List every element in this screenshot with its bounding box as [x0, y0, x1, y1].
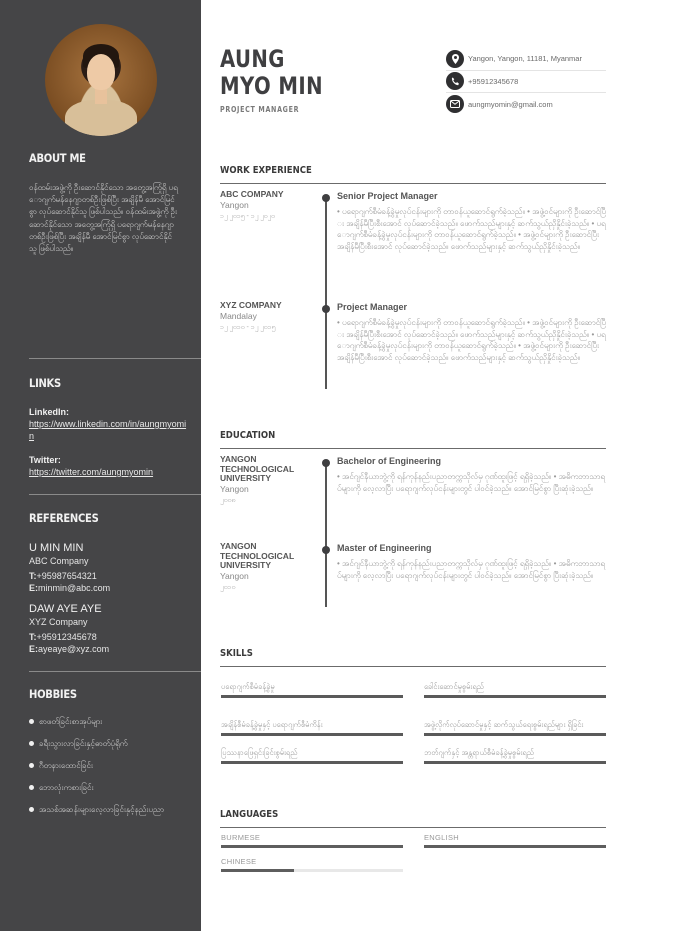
degree-description: • အင်ဂျင်နီယာဘွဲ့ကို ရန်ကုန်နည်းပညာတက္ကသိုလ်မှ ဂုဏ်ထူးဖြင့် ရရှိခဲ့သည်။ • အဓိကဘာသာရပ်များကို လေ့လာပြီး ပရောဂျက်လုပ်ငန်းများတွင် ပါဝင်ခဲ့သည်။ အောင်မြင်စွာ ပြီးဆုံးခဲ့သည်။	[337, 472, 605, 493]
skill-name: အချိန်စီမံခန့်ခွဲမှုနှင့် ပရောဂျက်စီမံကိန်း	[221, 719, 323, 729]
role-description: • ပရောဂျက်စီမံခန့်ခွဲမှုလုပ်ငန်းများကို တာဝန်ယူဆောင်ရွက်ခဲ့သည်။ • အဖွဲ့ဝင်များကို ဦးဆောင်ပြီး အချိန်မီပြီးစီးအောင် လုပ်ဆောင်ခဲ့သည်။ ဖောက်သည်များနှင့် ဆက်သွယ်ညှိနှိုင်းခဲ့သည်။ • ပရောဂျက်စီမံခန့်ခွဲမှုလုပ်ငန်းများကို တာဝန်ယူဆောင်ရွက်ခဲ့သည်။ • အဖွဲ့ဝင်များကို ဦးဆောင်ပြီး အချိန်မီပြီးစီးအောင် လုပ်ဆောင်ခဲ့သည်။ ဖောက်သည်များနှင့် ဆက်သွယ်ညှိနှိုင်းခဲ့သည်။	[337, 318, 607, 363]
skill-item	[221, 738, 403, 764]
contact-email	[446, 93, 606, 116]
language-name: CHINESE	[221, 857, 257, 866]
language-bar-fill	[424, 845, 606, 848]
section-title: EDUCATION	[220, 430, 276, 441]
school-name: YANGON TECHNOLOGICAL UNIVERSITY	[220, 541, 294, 570]
hobby-item: ဂီတနားထောင်ခြင်း	[29, 760, 189, 771]
skill-bar	[221, 761, 403, 765]
section-title: WORK EXPERIENCE	[220, 165, 312, 176]
language-bar-track	[221, 869, 403, 872]
phone-value: +95912345678	[36, 632, 97, 642]
skill-item	[424, 702, 606, 736]
skills-grid	[221, 672, 606, 764]
skill-name: အဖွဲ့လိုက်လုပ်ဆောင်မှုနှင့် ဆက်သွယ်ရေးစွမ်းရည်များ ရှိခြင်း	[424, 719, 584, 729]
timeline-dot	[322, 305, 330, 313]
envelope-icon	[446, 95, 464, 113]
work-timeline-line	[325, 197, 327, 389]
reference-phone	[29, 631, 194, 643]
education-entry-body	[337, 455, 607, 494]
education-dates: ၂၀၀၈	[220, 496, 236, 504]
hobby-item: ဘောလုံးကစားခြင်း	[29, 782, 189, 793]
language-item	[221, 857, 403, 872]
about-text: ဝန်ထမ်းအဖွဲ့ကို ဦးဆောင်နိုင်သော အတွေ့အကြုံရှိ ပရောဂျက်မန်နေဂျာတစ်ဦးဖြစ်ပြီး အချိန်မီ အောင်မြင်စွာ လုပ်ဆောင်နိုင်သူ ဖြစ်ပါသည်။ ဝန်ထမ်းအဖွဲ့ကို ဦးဆောင်နိုင်သော အတွေ့အကြုံရှိ ပရောဂျက်မန်နေဂျာတစ်ဦးဖြစ်ပြီး အချိန်မီ အောင်မြင်စွာ လုပ်ဆောင်နိုင်သူ ဖြစ်ပါသည်။	[29, 183, 178, 254]
role-description: • ပရောဂျက်စီမံခန့်ခွဲမှုလုပ်ငန်းများကို တာဝန်ယူဆောင်ရွက်ခဲ့သည်။ • အဖွဲ့ဝင်များကို ဦးဆောင်ပြီး အချိန်မီပြီးစီးအောင် လုပ်ဆောင်ခဲ့သည်။ ဖောက်သည်များနှင့် ဆက်သွယ်ညှိနှိုင်းခဲ့သည်။ • ပရောဂျက်စီမံခန့်ခွဲမှုလုပ်ငန်းများကို တာဝန်ယူဆောင်ရွက်ခဲ့သည်။ • အဖွဲ့ဝင်များကို ဦးဆောင်ပြီး အချိန်မီပြီးစီးအောင် လုပ်ဆောင်ခဲ့သည်။ ဖောက်သည်များနှင့် ဆက်သွယ်ညှိနှိုင်းခဲ့သည်။	[337, 207, 607, 252]
contact-phone	[446, 71, 606, 94]
education-entry-meta	[220, 455, 315, 506]
references-list	[29, 541, 194, 663]
reference-email	[29, 582, 194, 594]
degree-title: Master of Engineering	[337, 543, 432, 553]
timeline-dot	[322, 194, 330, 202]
school-name: YANGON TECHNOLOGICAL UNIVERSITY	[220, 454, 294, 483]
phone-icon	[446, 72, 464, 90]
email-label: E:	[29, 644, 38, 654]
degree-title: Bachelor of Engineering	[337, 456, 442, 466]
degree-description: • အင်ဂျင်နီယာဘွဲ့ကို ရန်ကုန်နည်းပညာတက္ကသိုလ်မှ ဂုဏ်ထူးဖြင့် ရရှိခဲ့သည်။ • အဓိကဘာသာရပ်များကို လေ့လာပြီး ပရောဂျက်လုပ်ငန်းများတွင် ပါဝင်ခဲ့သည်။ အောင်မြင်စွာ ပြီးဆုံးခဲ့သည်။	[337, 559, 605, 580]
skill-item	[221, 702, 403, 736]
hobbies-list	[29, 716, 189, 826]
work-dates: ၁၂ ၂၀၁၀ - ၁၂ ၂၀၁၅	[220, 323, 276, 331]
skills-heading	[220, 643, 606, 667]
phone-text: +95912345678	[468, 76, 519, 86]
section-title: LANGUAGES	[220, 809, 279, 820]
education-dates: ၂၀၁၀	[220, 583, 236, 591]
school-location: Yangon	[220, 570, 249, 581]
skill-name: ဘတ်ဂျက်နှင့် အန္တရာယ်စီမံခန့်ခွဲမှုစွမ်းရည်	[424, 747, 534, 757]
skill-bar	[221, 695, 403, 699]
email-value: ayeaye@xyz.com	[38, 644, 110, 654]
language-name: BURMESE	[221, 833, 261, 842]
phone-label: T:	[29, 571, 37, 581]
skill-bar	[424, 733, 606, 737]
skill-item	[424, 738, 606, 764]
work-experience-heading	[220, 160, 606, 184]
language-bar-track	[221, 845, 403, 848]
work-entry-body	[337, 190, 607, 253]
link-linkedin	[29, 406, 189, 442]
reference-item	[29, 541, 194, 594]
about-heading: ABOUT ME	[29, 153, 86, 166]
school-location: Yangon	[220, 483, 249, 494]
address-text: Yangon, Yangon, 11181, Myanmar	[468, 54, 582, 64]
reference-email	[29, 643, 194, 655]
contact-list	[446, 48, 606, 116]
links-list	[29, 406, 189, 490]
sidebar	[0, 0, 201, 931]
email-value: minmin@abc.com	[38, 583, 111, 593]
education-timeline-line	[325, 461, 327, 607]
phone-value: +95987654321	[36, 571, 97, 581]
profile-photo	[45, 24, 157, 136]
skill-name: ပရောဂျက်စီမံခန့်ခွဲမှု	[221, 681, 275, 691]
skill-bar	[424, 761, 606, 765]
hobby-item: စာဖတ်ခြင်းစာအုပ်များ	[29, 716, 189, 727]
photo-face-shape	[87, 54, 115, 90]
candidate-name	[220, 46, 323, 100]
last-name: MYO MIN	[220, 72, 323, 100]
hobby-item: ခရီးသွားလာခြင်းနှင့်ဓာတ်ပုံရိုက်	[29, 738, 189, 749]
links-heading: LINKS	[29, 378, 61, 391]
education-entry-body	[337, 542, 607, 581]
linkedin-link[interactable]: https://www.linkedin.com/in/aungmyomin	[29, 419, 187, 441]
company-name: XYZ COMPANY	[220, 300, 282, 310]
skill-name: ပြဿနာဖြေရှင်းခြင်းစွမ်းရည်	[221, 747, 298, 757]
education-entry-meta	[220, 542, 315, 593]
twitter-link[interactable]: https://twitter.com/aungmyomin	[29, 467, 154, 477]
company-location: Mandalay	[220, 310, 257, 321]
language-name: ENGLISH	[424, 833, 460, 842]
email-text: aungmyomin@gmail.com	[468, 99, 553, 109]
first-name: AUNG	[220, 45, 285, 73]
timeline-dot	[322, 459, 330, 467]
reference-company: XYZ Company	[29, 617, 88, 627]
reference-item	[29, 602, 194, 655]
skill-name: ခေါင်းဆောင်မှုစွမ်းရည်	[424, 681, 484, 691]
work-entry-meta	[220, 301, 315, 333]
link-label: LinkedIn:	[29, 407, 69, 417]
languages-heading	[220, 804, 606, 828]
references-heading: REFERENCES	[29, 513, 99, 526]
job-title: PROJECT MANAGER	[220, 105, 300, 114]
language-item	[424, 833, 606, 848]
reference-phone	[29, 570, 194, 582]
work-entry-body	[337, 301, 607, 364]
role-title: Senior Project Manager	[337, 191, 438, 201]
work-dates: ၁၂ ၂၀၁၅ - ၁၂ ၂၀၂၀	[220, 212, 275, 220]
company-name: ABC COMPANY	[220, 189, 284, 199]
sidebar-divider	[29, 358, 201, 359]
education-heading	[220, 425, 606, 449]
link-label: Twitter:	[29, 455, 61, 465]
work-entry-meta	[220, 190, 315, 222]
skill-item	[221, 672, 403, 698]
reference-name: DAW AYE AYE	[29, 603, 102, 615]
timeline-dot	[322, 546, 330, 554]
phone-label: T:	[29, 632, 37, 642]
company-location: Yangon	[220, 199, 249, 210]
email-label: E:	[29, 583, 38, 593]
language-bar-track	[424, 845, 606, 848]
link-twitter	[29, 454, 189, 478]
photo-body-shape	[65, 100, 137, 136]
language-bar-fill	[221, 869, 294, 872]
hobby-item: အသစ်အဆန်းများလေ့လာခြင်းနှင့်နည်းပညာ	[29, 804, 189, 815]
sidebar-divider	[29, 494, 201, 495]
contact-address	[446, 48, 606, 71]
reference-company: ABC Company	[29, 556, 89, 566]
language-item	[221, 833, 403, 848]
language-bar-fill	[221, 845, 403, 848]
reference-name: U MIN MIN	[29, 542, 84, 554]
skill-bar	[221, 733, 403, 737]
sidebar-divider	[29, 671, 201, 672]
role-title: Project Manager	[337, 302, 408, 312]
skill-item	[424, 672, 606, 698]
location-pin-icon	[446, 50, 464, 68]
skill-bar	[424, 695, 606, 699]
languages-grid	[221, 833, 606, 872]
hobbies-heading: HOBBIES	[29, 689, 77, 702]
section-title: SKILLS	[220, 648, 253, 659]
